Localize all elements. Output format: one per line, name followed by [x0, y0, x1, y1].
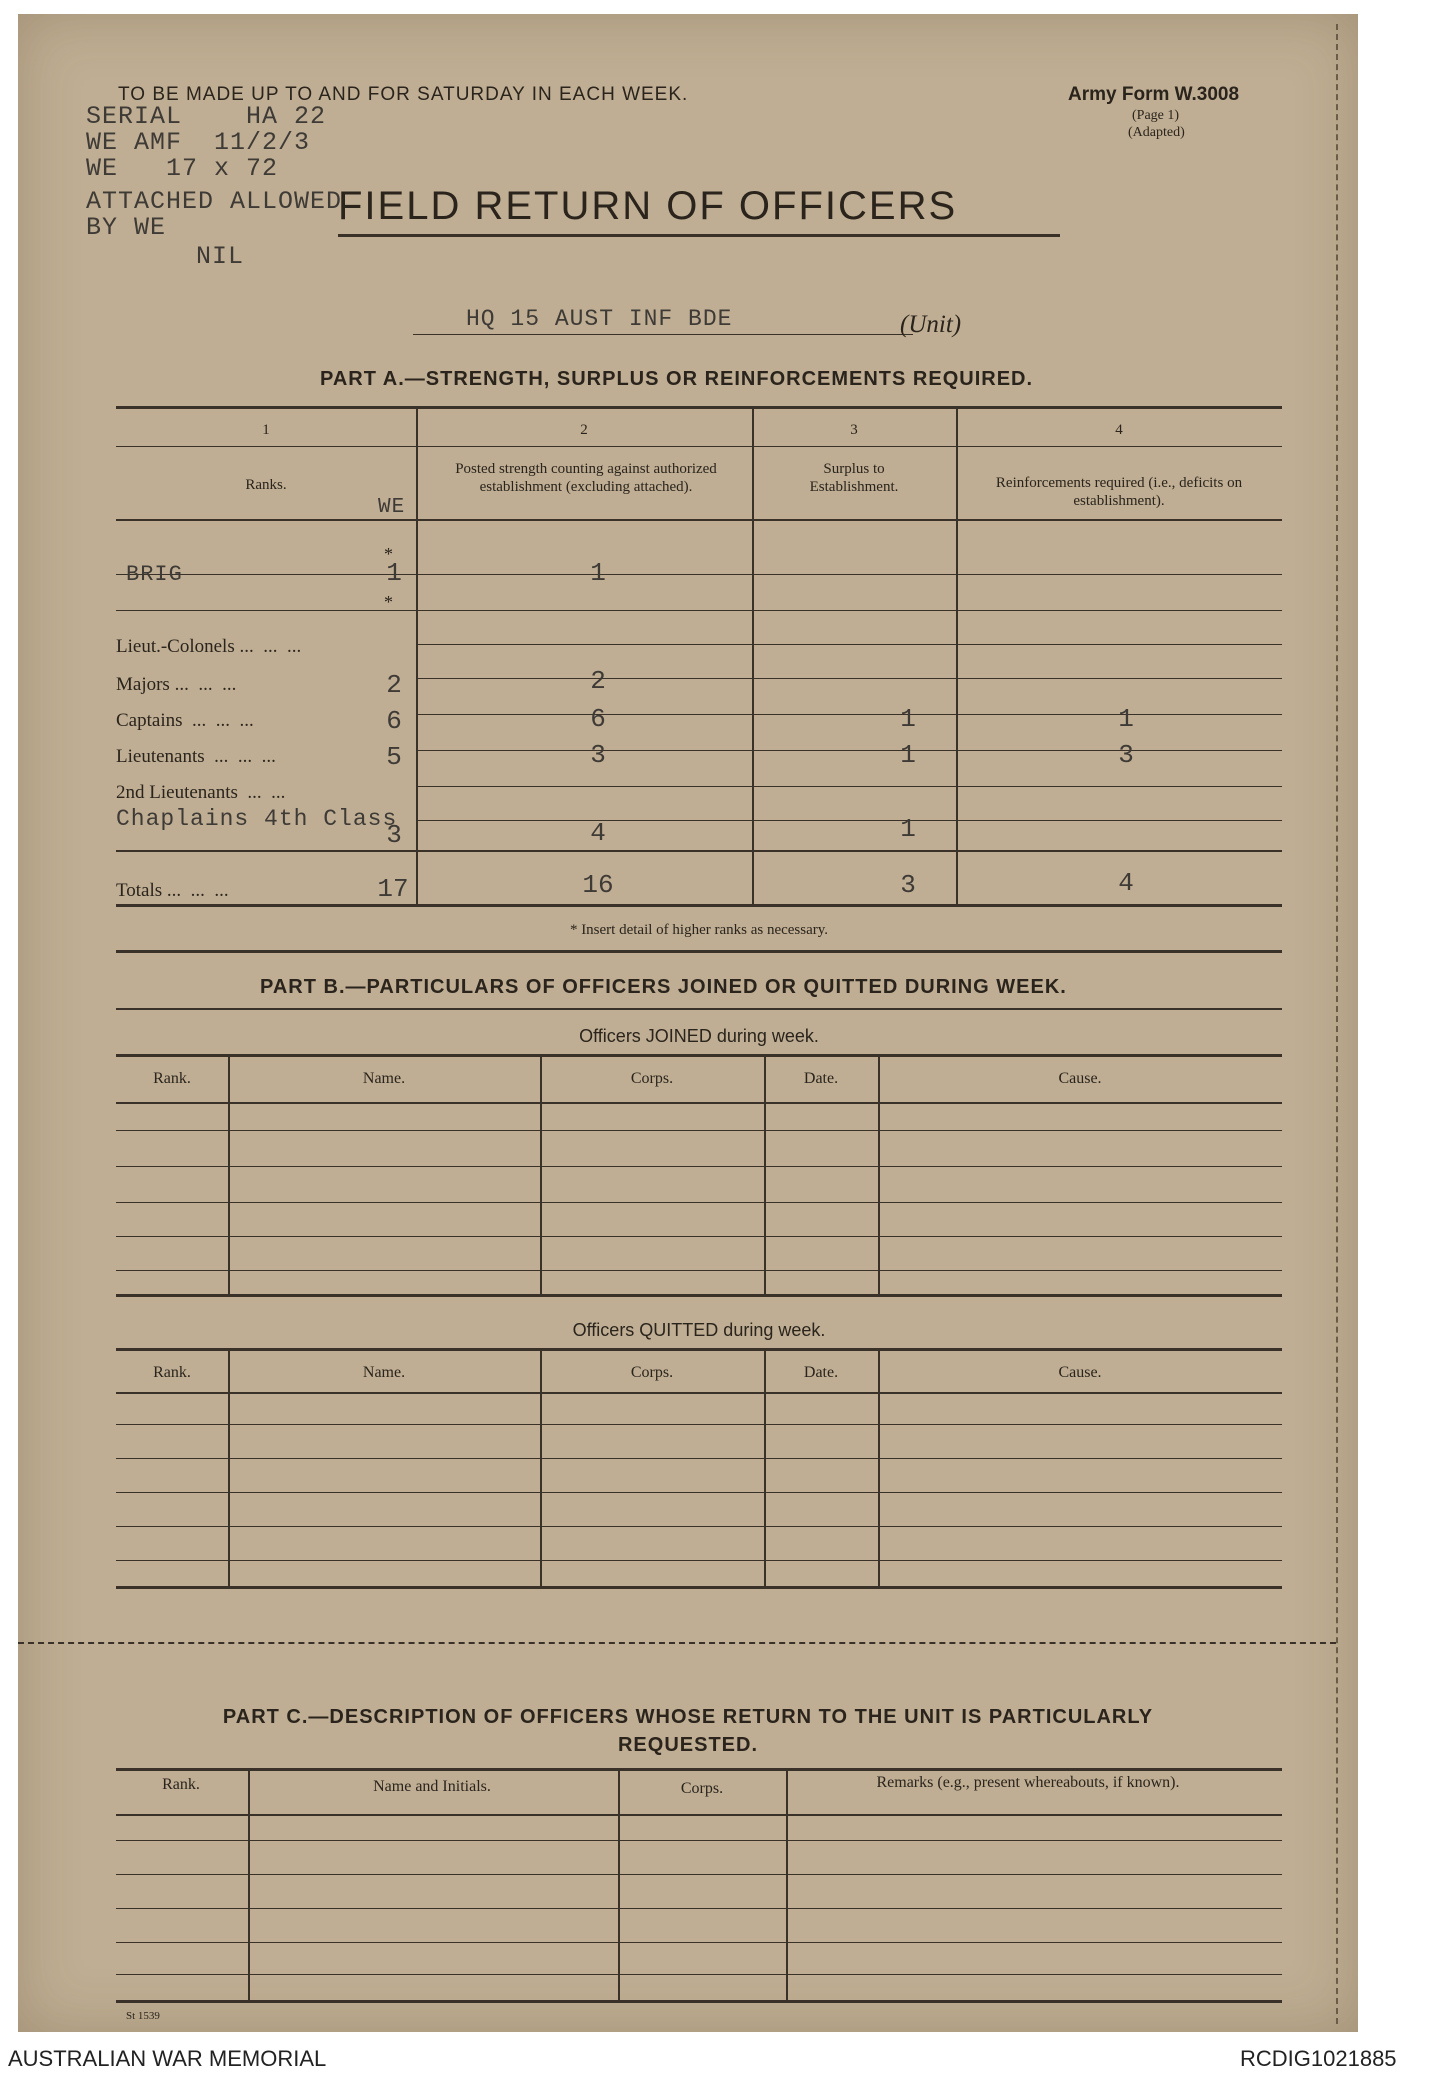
quitted-divider: [764, 1348, 766, 1588]
joined-row-rule: [116, 1202, 1282, 1203]
part-a-bottom-rule: [116, 904, 1282, 907]
rank-lieutenants: Lieutenants ... ... ...: [116, 746, 276, 767]
reinf-total: 4: [1118, 868, 1134, 898]
quitted-top-rule: [116, 1348, 1282, 1351]
joined-divider: [540, 1054, 542, 1296]
form-title: FIELD RETURN OF OFFICERS: [338, 184, 958, 228]
archive-id: RCDIG1021885: [1240, 2046, 1397, 2071]
surplus-lieutenants: 1: [900, 740, 916, 770]
posted-total: 16: [582, 870, 614, 900]
totals-label: Totals ... ... ...: [116, 880, 229, 901]
quitted-divider: [878, 1348, 880, 1588]
part-c-divider: [618, 1768, 620, 2002]
part-c-col-remarks: Remarks (e.g., present whereabouts, if known).: [876, 1774, 1180, 1791]
joined-col-date: Date.: [803, 1070, 839, 1087]
joined-col-rank: Rank.: [153, 1070, 191, 1087]
part-c-row-rule: [116, 1908, 1282, 1909]
part-a-col-divider-1: [416, 406, 418, 904]
print-code: St 1539: [126, 2010, 160, 2022]
col-head-reinf: Reinforcements required (i.e., deficits on establishment).: [995, 475, 1243, 509]
col-number-1: 1: [262, 422, 270, 438]
rank-captains: Captains ... ... ...: [116, 710, 254, 731]
perforation-horizontal: [18, 1642, 1336, 1644]
quitted-bottom-rule: [116, 1586, 1282, 1589]
rank-star-1: *: [384, 544, 393, 564]
stamp-serial: SERIAL HA 22: [86, 102, 327, 131]
joined-divider: [764, 1054, 766, 1296]
form-sheet: [18, 14, 1358, 2032]
form-page: (Page 1): [1132, 108, 1180, 123]
we-total: 17: [377, 874, 409, 904]
joined-row-rule: [116, 1270, 1282, 1271]
part-c-col-name: Name and Initials.: [373, 1778, 491, 1795]
rank-brig: BRIG: [126, 562, 183, 587]
posted-captains: 6: [590, 704, 606, 734]
quitted-row-rule: [116, 1458, 1282, 1459]
unit-value: HQ 15 AUST INF BDE: [466, 306, 733, 332]
joined-row-rule: [116, 1166, 1282, 1167]
part-a-col-divider-2: [752, 406, 754, 904]
reinf-captains: 1: [1118, 704, 1134, 734]
surplus-captains: 1: [900, 704, 916, 734]
we-captains: 6: [386, 706, 402, 736]
joined-divider: [228, 1054, 230, 1296]
col-head-ranks: Ranks.: [245, 477, 287, 493]
part-c-top-rule: [116, 1768, 1282, 1771]
quitted-col-rank: Rank.: [153, 1364, 191, 1381]
joined-header-rule: [116, 1102, 1282, 1104]
unit-label: (Unit): [900, 311, 962, 338]
stamp-we-amf: WE AMF 11/2/3: [86, 128, 311, 157]
surplus-chaplains: 1: [900, 814, 916, 844]
we-brig: 1: [386, 558, 402, 588]
part-c-divider: [786, 1768, 788, 2002]
part-a-footnote: * Insert detail of higher ranks as necessary.: [569, 922, 829, 938]
joined-col-corps: Corps.: [630, 1070, 674, 1087]
quitted-col-corps: Corps.: [630, 1364, 674, 1381]
part-b-top-rule: [116, 950, 1282, 953]
part-c-row-rule: [116, 1874, 1282, 1875]
row-rule: [116, 610, 1282, 611]
part-c-header-rule: [116, 1814, 1282, 1816]
rank-chaplains: Chaplains 4th Class: [116, 806, 398, 832]
row-rule: [416, 786, 1282, 787]
joined-row-rule: [116, 1236, 1282, 1237]
part-a-header-rule: [116, 519, 1282, 521]
part-b-heading-rule: [116, 1008, 1282, 1010]
title-underline: [338, 234, 1060, 237]
form-instruction: TO BE MADE UP TO AND FOR SATURDAY IN EACH WEEK.: [118, 84, 689, 105]
stamp-attached: ATTACHED ALLOWED: [86, 187, 343, 216]
we-chaplains: 3: [386, 820, 402, 850]
we-majors: 2: [386, 670, 402, 700]
part-c-row-rule: [116, 1840, 1282, 1841]
col-head-we: WE: [378, 496, 406, 519]
col-head-posted: Posted strength counting against authorized establishment (excluding attached).: [455, 461, 717, 495]
part-c-col-corps: Corps.: [680, 1780, 724, 1797]
row-rule: [416, 820, 1282, 821]
quitted-row-rule: [116, 1526, 1282, 1527]
part-c-row-rule: [116, 1974, 1282, 1975]
quitted-col-cause: Cause.: [1058, 1364, 1102, 1381]
posted-brig: 1: [590, 558, 606, 588]
part-a-heading: PART A.—STRENGTH, SURPLUS OR REINFORCEMENTS REQUIRED.: [320, 368, 1034, 390]
part-a-col-divider-3: [956, 406, 958, 904]
part-a-top-rule: [116, 406, 1282, 409]
archive-credit: AUSTRALIAN WAR MEMORIAL: [8, 2046, 327, 2071]
part-c-heading-line2: REQUESTED.: [617, 1734, 759, 1756]
reinf-lieutenants: 3: [1118, 740, 1134, 770]
row-rule: [416, 714, 1282, 715]
part-c-divider: [248, 1768, 250, 2002]
quitted-divider: [540, 1348, 542, 1588]
joined-col-cause: Cause.: [1058, 1070, 1102, 1087]
col-number-2: 2: [580, 422, 588, 438]
rank-2nd-lieutenants: 2nd Lieutenants ... ...: [116, 782, 286, 803]
quitted-header-rule: [116, 1392, 1282, 1394]
part-c-col-rank: Rank.: [162, 1776, 200, 1793]
quitted-heading: Officers QUITTED during week.: [572, 1320, 826, 1340]
stamp-nil: NIL: [196, 242, 245, 271]
rank-star-2: *: [384, 592, 393, 612]
row-rule: [416, 644, 1282, 645]
totals-top-rule: [116, 850, 1282, 852]
quitted-row-rule: [116, 1424, 1282, 1425]
row-rule: [116, 574, 1282, 575]
part-c-row-rule: [116, 1942, 1282, 1943]
quitted-row-rule: [116, 1492, 1282, 1493]
part-c-bottom-rule: [116, 2000, 1282, 2003]
posted-chaplains: 4: [590, 818, 606, 848]
row-rule: [416, 678, 1282, 679]
joined-divider: [878, 1054, 880, 1296]
form-number: Army Form W.3008: [1068, 84, 1240, 105]
rank-lieut-colonels: Lieut.-Colonels ... ... ...: [116, 636, 302, 657]
quitted-col-name: Name.: [362, 1364, 406, 1381]
joined-bottom-rule: [116, 1294, 1282, 1297]
part-c-heading-line1: PART C.—DESCRIPTION OF OFFICERS WHOSE RETURN TO THE UNIT IS PARTICULARLY: [222, 1706, 1154, 1728]
joined-col-name: Name.: [362, 1070, 406, 1087]
part-a-colnum-rule: [116, 446, 1282, 447]
surplus-total: 3: [900, 870, 916, 900]
stamp-by-we: BY WE: [86, 213, 167, 242]
quitted-divider: [228, 1348, 230, 1588]
posted-lieutenants: 3: [590, 740, 606, 770]
rank-majors: Majors ... ... ...: [116, 674, 237, 695]
joined-heading: Officers JOINED during week.: [579, 1026, 819, 1046]
quitted-col-date: Date.: [803, 1364, 839, 1381]
joined-row-rule: [116, 1130, 1282, 1131]
col-number-3: 3: [850, 422, 858, 438]
row-rule: [416, 750, 1282, 751]
stamp-we: WE 17 x 72: [86, 154, 279, 183]
part-b-heading: PART B.—PARTICULARS OF OFFICERS JOINED OR QUITTED DURING WEEK.: [260, 976, 1067, 998]
we-lieutenants: 5: [386, 742, 402, 772]
unit-underline: [413, 334, 913, 335]
quitted-row-rule: [116, 1560, 1282, 1561]
col-head-surplus: Surplus to Establishment.: [809, 461, 899, 495]
joined-top-rule: [116, 1054, 1282, 1057]
form-adapted: (Adapted): [1128, 125, 1185, 140]
posted-majors: 2: [590, 666, 606, 696]
col-number-4: 4: [1115, 422, 1123, 438]
